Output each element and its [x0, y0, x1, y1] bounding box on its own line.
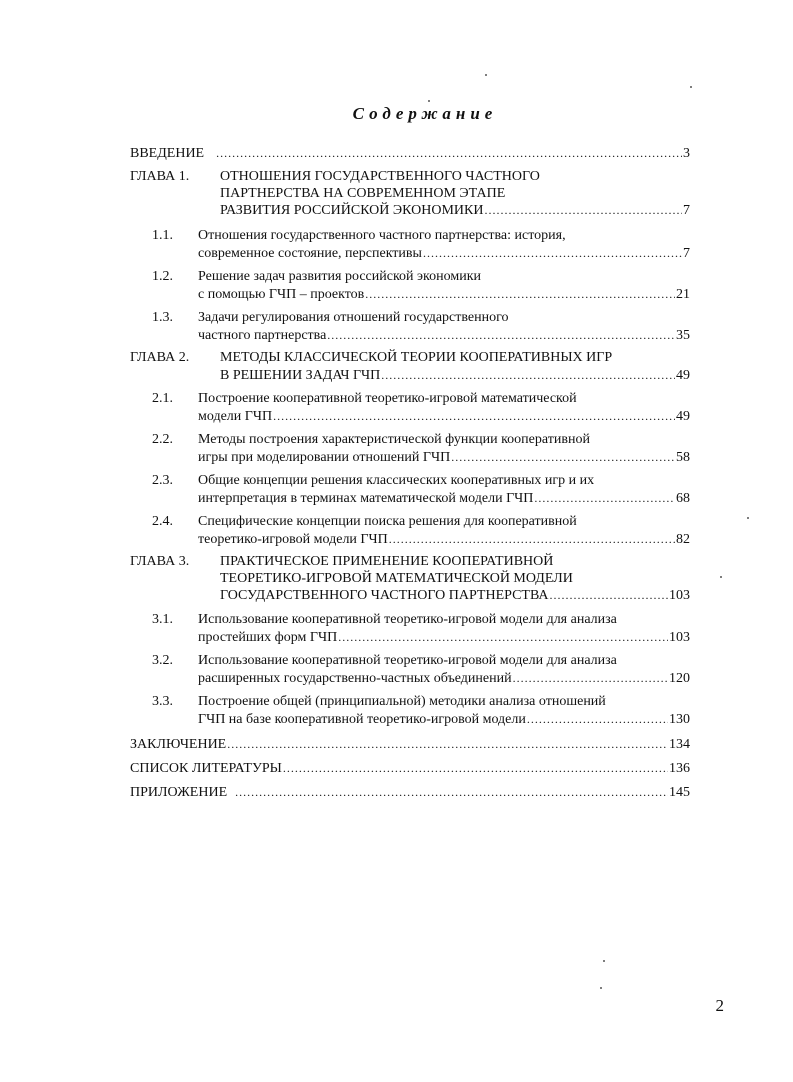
toc-entry-title: ГЧП на базе кооперативной теоретико-игровой модели	[198, 711, 526, 727]
toc-entry-line: Использование кооперативной теоретико-игровой модели для анализа	[198, 612, 617, 627]
leader-dots	[550, 587, 668, 604]
toc-entry-title: модели ГЧП	[198, 408, 273, 424]
toc-entry-line: Специфические концепции поиска решения для кооперативной	[198, 514, 577, 529]
toc-entry-title: игры при моделировании отношений ГЧП	[198, 449, 451, 465]
leader-dots	[451, 449, 675, 466]
toc-entry-line: Задачи регулирования отношений государственного	[198, 310, 509, 325]
leader-dots	[423, 245, 682, 262]
scan-speck	[485, 74, 487, 76]
toc-page-number: 136	[669, 761, 690, 776]
section-number: 2.3.	[152, 473, 173, 488]
leader-dots	[484, 202, 682, 219]
toc-entry-line: ОТНОШЕНИЯ ГОСУДАРСТВЕННОГО ЧАСТНОГО	[220, 169, 540, 184]
toc-entry-line: Методы построения характеристической функции кооперативной	[198, 432, 590, 447]
toc-entry-title: современное состояние, перспективы	[198, 245, 422, 261]
toc-entry-title: СПИСОК ЛИТЕРАТУРЫ	[130, 761, 282, 776]
toc-entry-line: Построение общей (принципиальной) методики анализа отношений	[198, 694, 606, 709]
toc-entry-line: Решение задач развития российской экономики	[198, 269, 481, 284]
section-number: 2.2.	[152, 432, 173, 447]
toc-entry-line: Построение кооперативной теоретико-игровой математической	[198, 391, 577, 406]
leader-dots	[283, 760, 668, 777]
toc-entry-line: Общие концепции решения классических кооперативных игр и их	[198, 473, 595, 488]
toc-entry-line: Использование кооперативной теоретико-игровой модели для анализа	[198, 653, 617, 668]
toc-entry-line: МЕТОДЫ КЛАССИЧЕСКОЙ ТЕОРИИ КООПЕРАТИВНЫХ ИГР	[220, 350, 613, 365]
section-number: 3.1.	[152, 612, 173, 627]
section-number: 1.1.	[152, 228, 173, 243]
toc-page-number: 35	[676, 327, 690, 343]
toc-entry-line: Отношения государственного частного партнерства: история,	[198, 228, 566, 243]
scan-speck	[428, 100, 430, 102]
section-number: 3.3.	[152, 694, 173, 709]
chapter-number: ГЛАВА 1.	[130, 169, 190, 184]
toc-entry-title: простейших форм ГЧП	[198, 629, 338, 645]
scan-speck	[603, 960, 605, 962]
toc-entry-line: ПРАКТИЧЕСКОЕ ПРИМЕНЕНИЕ КООПЕРАТИВНОЙ	[220, 554, 554, 569]
leader-dots	[527, 711, 668, 728]
leader-dots	[227, 736, 668, 753]
section-number: 1.3.	[152, 310, 173, 325]
leader-dots	[235, 784, 668, 801]
section-number: 2.4.	[152, 514, 173, 529]
chapter-number: ГЛАВА 3.	[130, 554, 190, 569]
toc-page-number: 7	[683, 203, 690, 218]
leader-dots	[365, 286, 675, 303]
toc-entry-title: интерпретация в терминах математической модели ГЧП	[198, 490, 534, 506]
page-number: 2	[715, 996, 724, 1015]
toc-page-number: 58	[676, 449, 690, 465]
toc-entry-title: теоретико-игровой модели ГЧП	[198, 531, 388, 547]
toc-page-number: 3	[683, 146, 690, 161]
leader-dots	[338, 629, 668, 646]
toc-page-number: 49	[676, 367, 690, 383]
toc-title: Содержание	[352, 104, 498, 123]
toc-entry-title: ЗАКЛЮЧЕНИЕ	[130, 737, 227, 752]
section-number: 2.1.	[152, 391, 173, 406]
toc-page-number: 82	[676, 531, 690, 547]
toc-page-number: 68	[676, 490, 690, 506]
toc-entry-title: ГОСУДАРСТВЕННОГО ЧАСТНОГО ПАРТНЕРСТВА	[220, 588, 549, 603]
toc-entry-title: РАЗВИТИЯ РОССИЙСКОЙ ЭКОНОМИКИ	[220, 203, 484, 218]
scan-speck	[600, 987, 602, 989]
toc-entry-title: частного партнерства	[198, 327, 327, 343]
toc-entry-title: ВВЕДЕНИЕ	[130, 146, 205, 161]
leader-dots	[389, 531, 675, 548]
chapter-number: ГЛАВА 2.	[130, 350, 190, 365]
toc-entry-line: ПАРТНЕРСТВА НА СОВРЕМЕННОМ ЭТАПЕ	[220, 185, 506, 201]
toc-page-number: 145	[669, 785, 690, 800]
toc-entry-title: ПРИЛОЖЕНИЕ	[130, 785, 228, 800]
toc-page-number: 120	[669, 670, 690, 686]
scan-speck	[690, 86, 692, 88]
toc-entry-title: с помощью ГЧП – проектов	[198, 286, 365, 302]
toc-page-number: 21	[676, 286, 690, 302]
section-number: 1.2.	[152, 269, 173, 284]
section-number: 3.2.	[152, 653, 173, 668]
toc-page-number: 103	[669, 629, 690, 645]
leader-dots	[513, 670, 668, 687]
leader-dots	[381, 367, 675, 384]
toc-entry-line: ТЕОРЕТИКО-ИГРОВОЙ МАТЕМАТИЧЕСКОЙ МОДЕЛИ	[220, 570, 573, 586]
scan-speck	[747, 517, 749, 519]
toc-entry-title: В РЕШЕНИИ ЗАДАЧ ГЧП	[220, 367, 381, 383]
toc-page-number: 49	[676, 408, 690, 424]
toc-page-number: 103	[669, 588, 690, 603]
leader-dots	[534, 490, 675, 507]
leader-dots	[216, 145, 682, 162]
scan-speck	[720, 576, 722, 578]
toc-page-number: 134	[669, 737, 690, 752]
toc-entry-title: расширенных государственно-частных объединений	[198, 670, 512, 686]
toc-page-number: 7	[683, 245, 690, 261]
leader-dots	[273, 408, 675, 425]
leader-dots	[327, 327, 675, 344]
toc-page-number: 130	[669, 711, 690, 727]
